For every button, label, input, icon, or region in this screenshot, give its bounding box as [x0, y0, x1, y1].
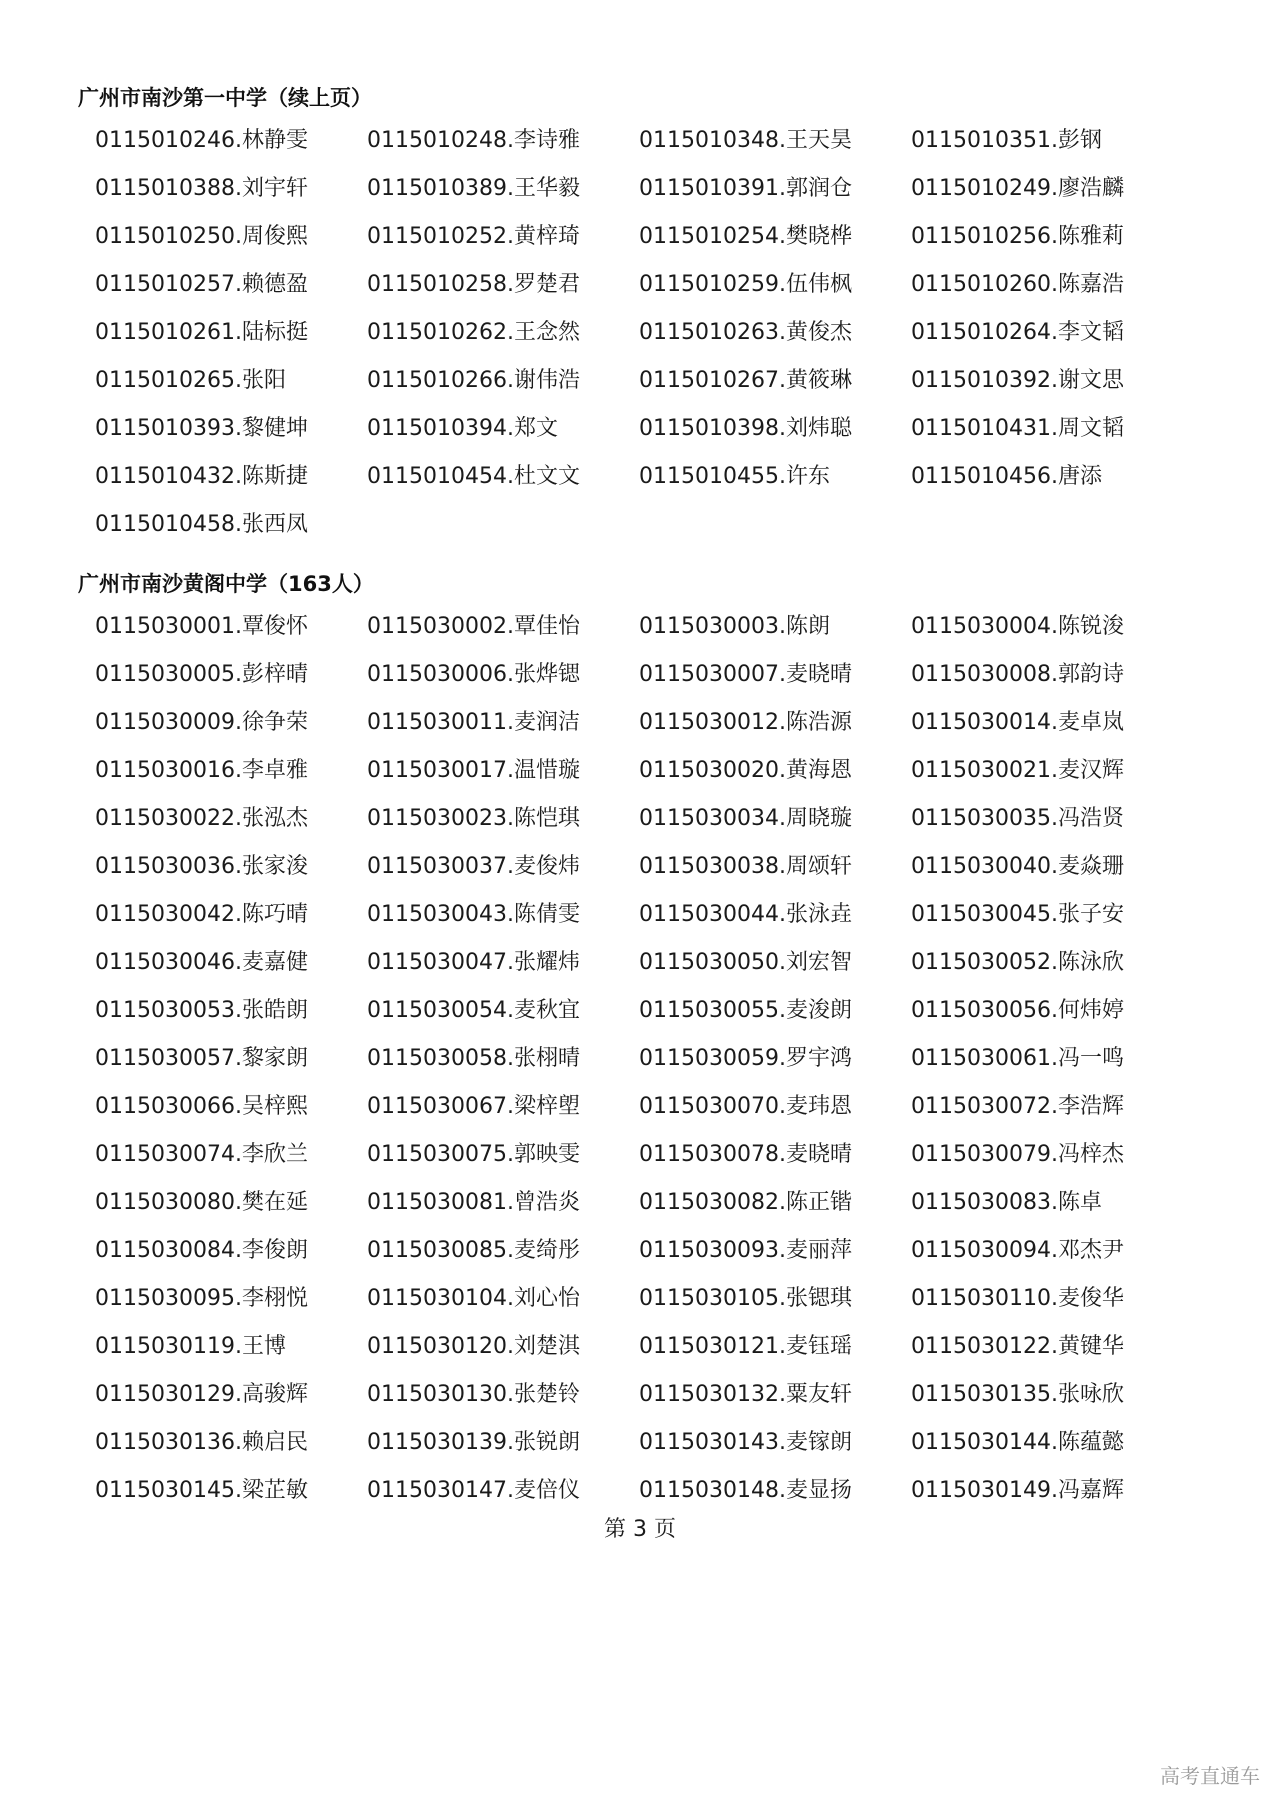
student-entry: 0115010432.陈斯捷 — [95, 464, 308, 489]
student-entry: 0115030056.何炜婷 — [911, 998, 1124, 1023]
student-entry: 0115010246.林静雯 — [95, 128, 308, 153]
student-entry: 0115030042.陈巧晴 — [95, 902, 308, 927]
student-entry: 0115030005.彭梓晴 — [95, 662, 308, 687]
student-entry: 0115030021.麦汉辉 — [911, 758, 1124, 783]
student-entry: 0115010256.陈雅莉 — [911, 224, 1124, 249]
student-entry: 0115030148.麦显扬 — [639, 1478, 852, 1503]
student-entry: 0115030059.罗宇鸿 — [639, 1046, 852, 1071]
student-entry: 0115010248.李诗雅 — [367, 128, 580, 153]
student-entry: 0115030043.陈倩雯 — [367, 902, 580, 927]
student-entry: 0115010392.谢文思 — [911, 368, 1124, 393]
student-entry: 0115030001.覃俊怀 — [95, 614, 308, 639]
student-entry: 0115010266.谢伟浩 — [367, 368, 580, 393]
student-entry: 0115030011.麦润洁 — [367, 710, 580, 735]
student-entry: 0115010455.许东 — [639, 464, 830, 489]
student-entry: 0115030004.陈锐浚 — [911, 614, 1124, 639]
student-entry: 0115010389.王华毅 — [367, 176, 580, 201]
student-entry: 0115030075.郭映雯 — [367, 1142, 580, 1167]
student-entry: 0115030023.陈恺琪 — [367, 806, 580, 831]
section-title: 广州市南沙第一中学（续上页） — [78, 86, 372, 110]
student-entry: 0115010264.李文韬 — [911, 320, 1124, 345]
student-entry: 0115010398.刘炜聪 — [639, 416, 852, 441]
student-entry: 0115010456.唐添 — [911, 464, 1102, 489]
student-entry: 0115010259.伍伟枫 — [639, 272, 852, 297]
student-entry: 0115030037.麦俊炜 — [367, 854, 580, 879]
student-entry: 0115030067.梁梓塱 — [367, 1094, 580, 1119]
student-entry: 0115030058.张栩晴 — [367, 1046, 580, 1071]
student-entry: 0115030066.吴梓熙 — [95, 1094, 308, 1119]
student-entry: 0115030022.张泓杰 — [95, 806, 308, 831]
student-entry: 0115030009.徐争荣 — [95, 710, 308, 735]
student-entry: 0115030095.李栩悦 — [95, 1286, 308, 1311]
student-entry: 0115010252.黄梓琦 — [367, 224, 580, 249]
student-entry: 0115030104.刘心怡 — [367, 1286, 580, 1311]
student-entry: 0115010254.樊晓桦 — [639, 224, 852, 249]
student-entry: 0115030012.陈浩源 — [639, 710, 852, 735]
student-entry: 0115030036.张家浚 — [95, 854, 308, 879]
student-entry: 0115030074.李欣兰 — [95, 1142, 308, 1167]
student-entry: 0115030139.张锐朗 — [367, 1430, 580, 1455]
student-entry: 0115030053.张皓朗 — [95, 998, 308, 1023]
student-entry: 0115030014.麦卓岚 — [911, 710, 1124, 735]
student-entry: 0115030016.李卓雅 — [95, 758, 308, 783]
student-entry: 0115030082.陈正锴 — [639, 1190, 852, 1215]
student-entry: 0115030110.麦俊华 — [911, 1286, 1124, 1311]
student-entry: 0115010391.郭润仓 — [639, 176, 852, 201]
student-entry: 0115030002.覃佳怡 — [367, 614, 580, 639]
student-entry: 0115030072.李浩辉 — [911, 1094, 1124, 1119]
student-entry: 0115030007.麦晓晴 — [639, 662, 852, 687]
student-entry: 0115030085.麦绮彤 — [367, 1238, 580, 1263]
student-entry: 0115030079.冯梓杰 — [911, 1142, 1124, 1167]
student-entry: 0115030061.冯一鸣 — [911, 1046, 1124, 1071]
student-entry: 0115030129.高骏辉 — [95, 1382, 308, 1407]
student-entry: 0115010267.黄筱琳 — [639, 368, 852, 393]
student-entry: 0115010258.罗楚君 — [367, 272, 580, 297]
student-entry: 0115030147.麦倍仪 — [367, 1478, 580, 1503]
student-entry: 0115030093.麦丽萍 — [639, 1238, 852, 1263]
student-entry: 0115030122.黄键华 — [911, 1334, 1124, 1359]
student-entry: 0115030080.樊在延 — [95, 1190, 308, 1215]
section-title: 广州市南沙黄阁中学（163人） — [78, 572, 374, 596]
student-entry: 0115010388.刘宇轩 — [95, 176, 308, 201]
student-list — [95, 603, 1183, 1515]
student-entry: 0115010261.陆标挺 — [95, 320, 308, 345]
student-entry: 0115030132.粟友轩 — [639, 1382, 852, 1407]
student-entry: 0115030045.张子安 — [911, 902, 1124, 927]
student-entry: 0115030136.赖启民 — [95, 1430, 308, 1455]
student-entry: 0115010250.周俊熙 — [95, 224, 308, 249]
student-entry: 0115030145.梁芷敏 — [95, 1478, 308, 1503]
student-entry: 0115030003.陈朗 — [639, 614, 830, 639]
watermark: 高考直通车 — [1160, 1764, 1260, 1788]
student-entry: 0115030044.张泳垚 — [639, 902, 852, 927]
student-entry: 0115030119.王博 — [95, 1334, 286, 1359]
student-entry: 0115030143.麦镓朗 — [639, 1430, 852, 1455]
student-entry: 0115030083.陈卓 — [911, 1190, 1102, 1215]
student-entry: 0115010458.张西凤 — [95, 512, 308, 537]
student-entry: 0115030149.冯嘉辉 — [911, 1478, 1124, 1503]
student-entry: 0115030006.张烨锶 — [367, 662, 580, 687]
page-number: 第 3 页 — [604, 1517, 676, 1542]
student-entry: 0115010454.杜文文 — [367, 464, 580, 489]
student-entry: 0115030135.张咏欣 — [911, 1382, 1124, 1407]
student-entry: 0115030047.张耀炜 — [367, 950, 580, 975]
student-entry: 0115030121.麦钰瑶 — [639, 1334, 852, 1359]
student-entry: 0115030040.麦焱珊 — [911, 854, 1124, 879]
student-entry: 0115030046.麦嘉健 — [95, 950, 308, 975]
student-entry: 0115010257.赖德盈 — [95, 272, 308, 297]
student-entry: 0115030070.麦玮恩 — [639, 1094, 852, 1119]
student-entry: 0115030020.黄海恩 — [639, 758, 852, 783]
student-entry: 0115010263.黄俊杰 — [639, 320, 852, 345]
student-entry: 0115030078.麦晓晴 — [639, 1142, 852, 1167]
student-entry: 0115030105.张锶琪 — [639, 1286, 852, 1311]
student-entry: 0115030130.张楚铃 — [367, 1382, 580, 1407]
student-entry: 0115010265.张阳 — [95, 368, 286, 393]
student-entry: 0115030081.曾浩炎 — [367, 1190, 580, 1215]
student-entry: 0115030017.温惜璇 — [367, 758, 580, 783]
student-entry: 0115030144.陈蕴懿 — [911, 1430, 1124, 1455]
student-entry: 0115030034.周晓璇 — [639, 806, 852, 831]
student-entry: 0115030094.邓杰尹 — [911, 1238, 1124, 1263]
student-entry: 0115030120.刘楚淇 — [367, 1334, 580, 1359]
student-entry: 0115030038.周颂轩 — [639, 854, 852, 879]
student-entry: 0115010394.郑文 — [367, 416, 558, 441]
student-entry: 0115030054.麦秋宜 — [367, 998, 580, 1023]
student-entry: 0115030050.刘宏智 — [639, 950, 852, 975]
student-entry: 0115010260.陈嘉浩 — [911, 272, 1124, 297]
student-entry: 0115030008.郭韵诗 — [911, 662, 1124, 687]
student-entry: 0115010431.周文韬 — [911, 416, 1124, 441]
student-entry: 0115010262.王念然 — [367, 320, 580, 345]
student-entry: 0115030035.冯浩贤 — [911, 806, 1124, 831]
student-entry: 0115030057.黎家朗 — [95, 1046, 308, 1071]
student-entry: 0115010348.王天昊 — [639, 128, 852, 153]
student-entry: 0115030055.麦浚朗 — [639, 998, 852, 1023]
student-entry: 0115010351.彭钢 — [911, 128, 1102, 153]
student-entry: 0115030052.陈泳欣 — [911, 950, 1124, 975]
student-entry: 0115010249.廖浩麟 — [911, 176, 1124, 201]
student-list — [95, 117, 1183, 549]
student-entry: 0115030084.李俊朗 — [95, 1238, 308, 1263]
student-entry: 0115010393.黎健坤 — [95, 416, 308, 441]
